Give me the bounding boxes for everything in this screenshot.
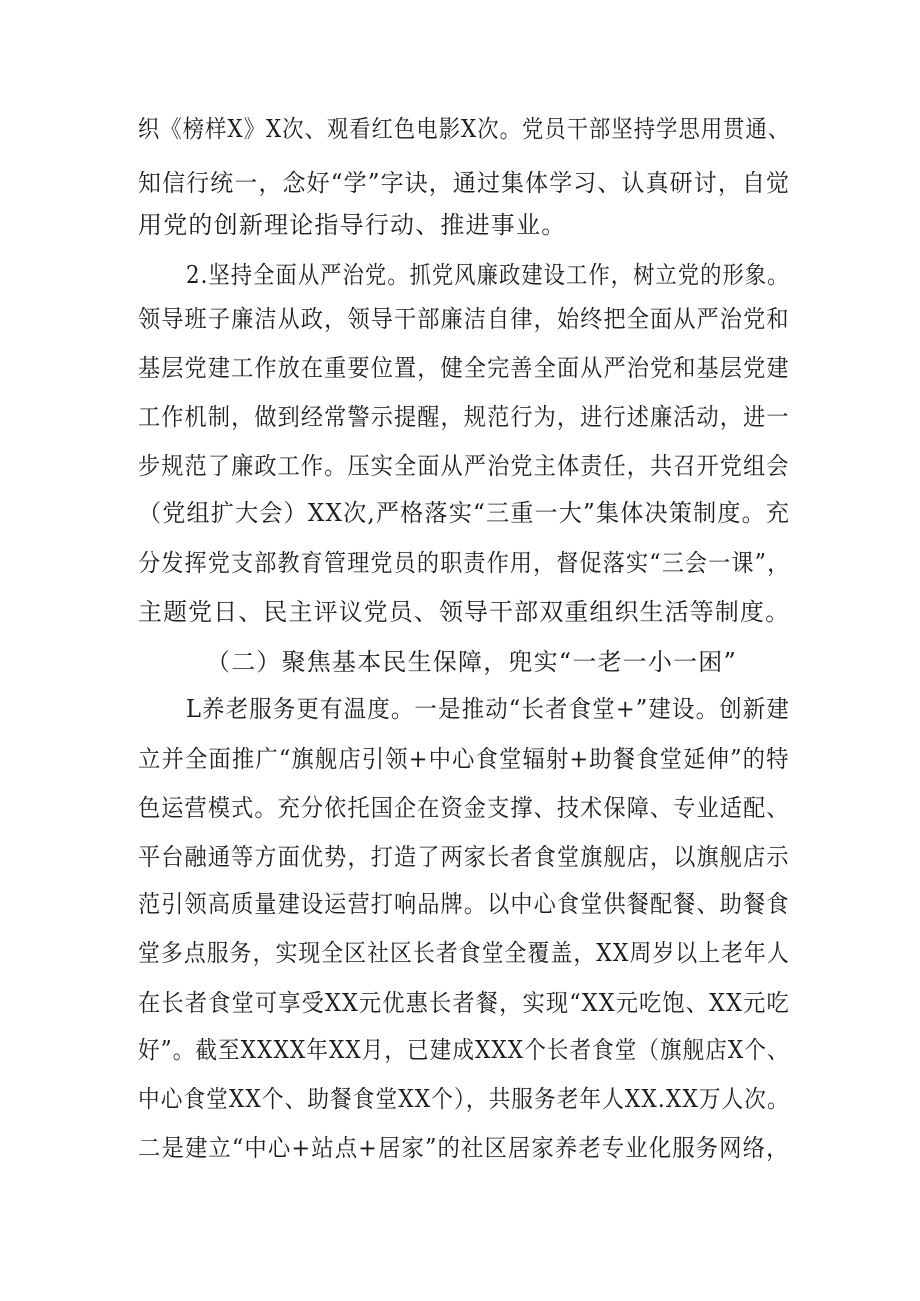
text-line: 主题党日、民主评议党员、领导干部双重组织生活等制度。	[138, 598, 791, 626]
text-line: 二是建立“中心+站点+居家”的社区居家养老专业化服务网络，	[138, 1134, 790, 1162]
text-line: （党组扩大会）XX次,严格落实“三重一大”集体决策制度。充	[138, 499, 791, 527]
text-line: 好”。截至XXXX年XX月，已建成XXX个长者食堂（旗舰店X个、	[138, 1036, 790, 1064]
text-line: 步规范了廉政工作。压实全面从严治党主体责任，共召开党组会	[138, 452, 790, 480]
text-line: 立并全面推广“旗舰店引领+中心食堂辐射+助餐食堂延伸”的特	[138, 745, 790, 773]
text-line: L养老服务更有温度。一是推动“长者食堂+”建设。创新建	[186, 695, 790, 723]
text-line: 在长者食堂可享受XX元优惠长者餐，实现“XX元吃饱、XX元吃	[138, 989, 790, 1017]
text-line: 用党的创新理论指导行动、推进事业。	[138, 211, 567, 239]
text-line: 分发挥党支部教育管理党员的职责作用，督促落实“三会一课”，	[138, 549, 791, 577]
text-line: 工作机制，做到经常警示提醒，规范行为，进行述廉活动，进一	[138, 403, 790, 431]
text-line: 中心食堂XX个、助餐食堂XX个），共服务老年人XX.XX万人次。	[138, 1085, 790, 1113]
text-line: 知信行统一，念好“学”字诀，通过集体学习、认真研讨，自觉	[138, 169, 791, 197]
text-line: 2.坚持全面从严治党。抓党风廉政建设工作，树立党的形象。	[186, 261, 790, 289]
text-line: 平台融通等方面优势，打造了两家长者食堂旗舰店，以旗舰店示	[138, 843, 790, 871]
text-line: 堂多点服务，实现全区社区长者食堂全覆盖，XX周岁以上老年人	[138, 939, 790, 967]
section-heading: （二）聚焦基本民生保障，兜实“一老一小一困”	[206, 648, 737, 676]
text-line: 领导班子廉洁从政，领导干部廉洁自律，始终把全面从严治党和	[138, 305, 790, 333]
text-line: 色运营模式。充分依托国企在资金支撑、技术保障、专业适配、	[138, 794, 790, 822]
text-line: 织《榜样X》X次、观看红色电影X次。党员干部坚持学思用贯通、	[138, 115, 791, 143]
text-line: 基层党建工作放在重要位置，健全完善全面从严治党和基层党建	[138, 354, 790, 382]
text-line: 范引领高质量建设运营打响品牌。以中心食堂供餐配餐、助餐食	[138, 890, 790, 918]
